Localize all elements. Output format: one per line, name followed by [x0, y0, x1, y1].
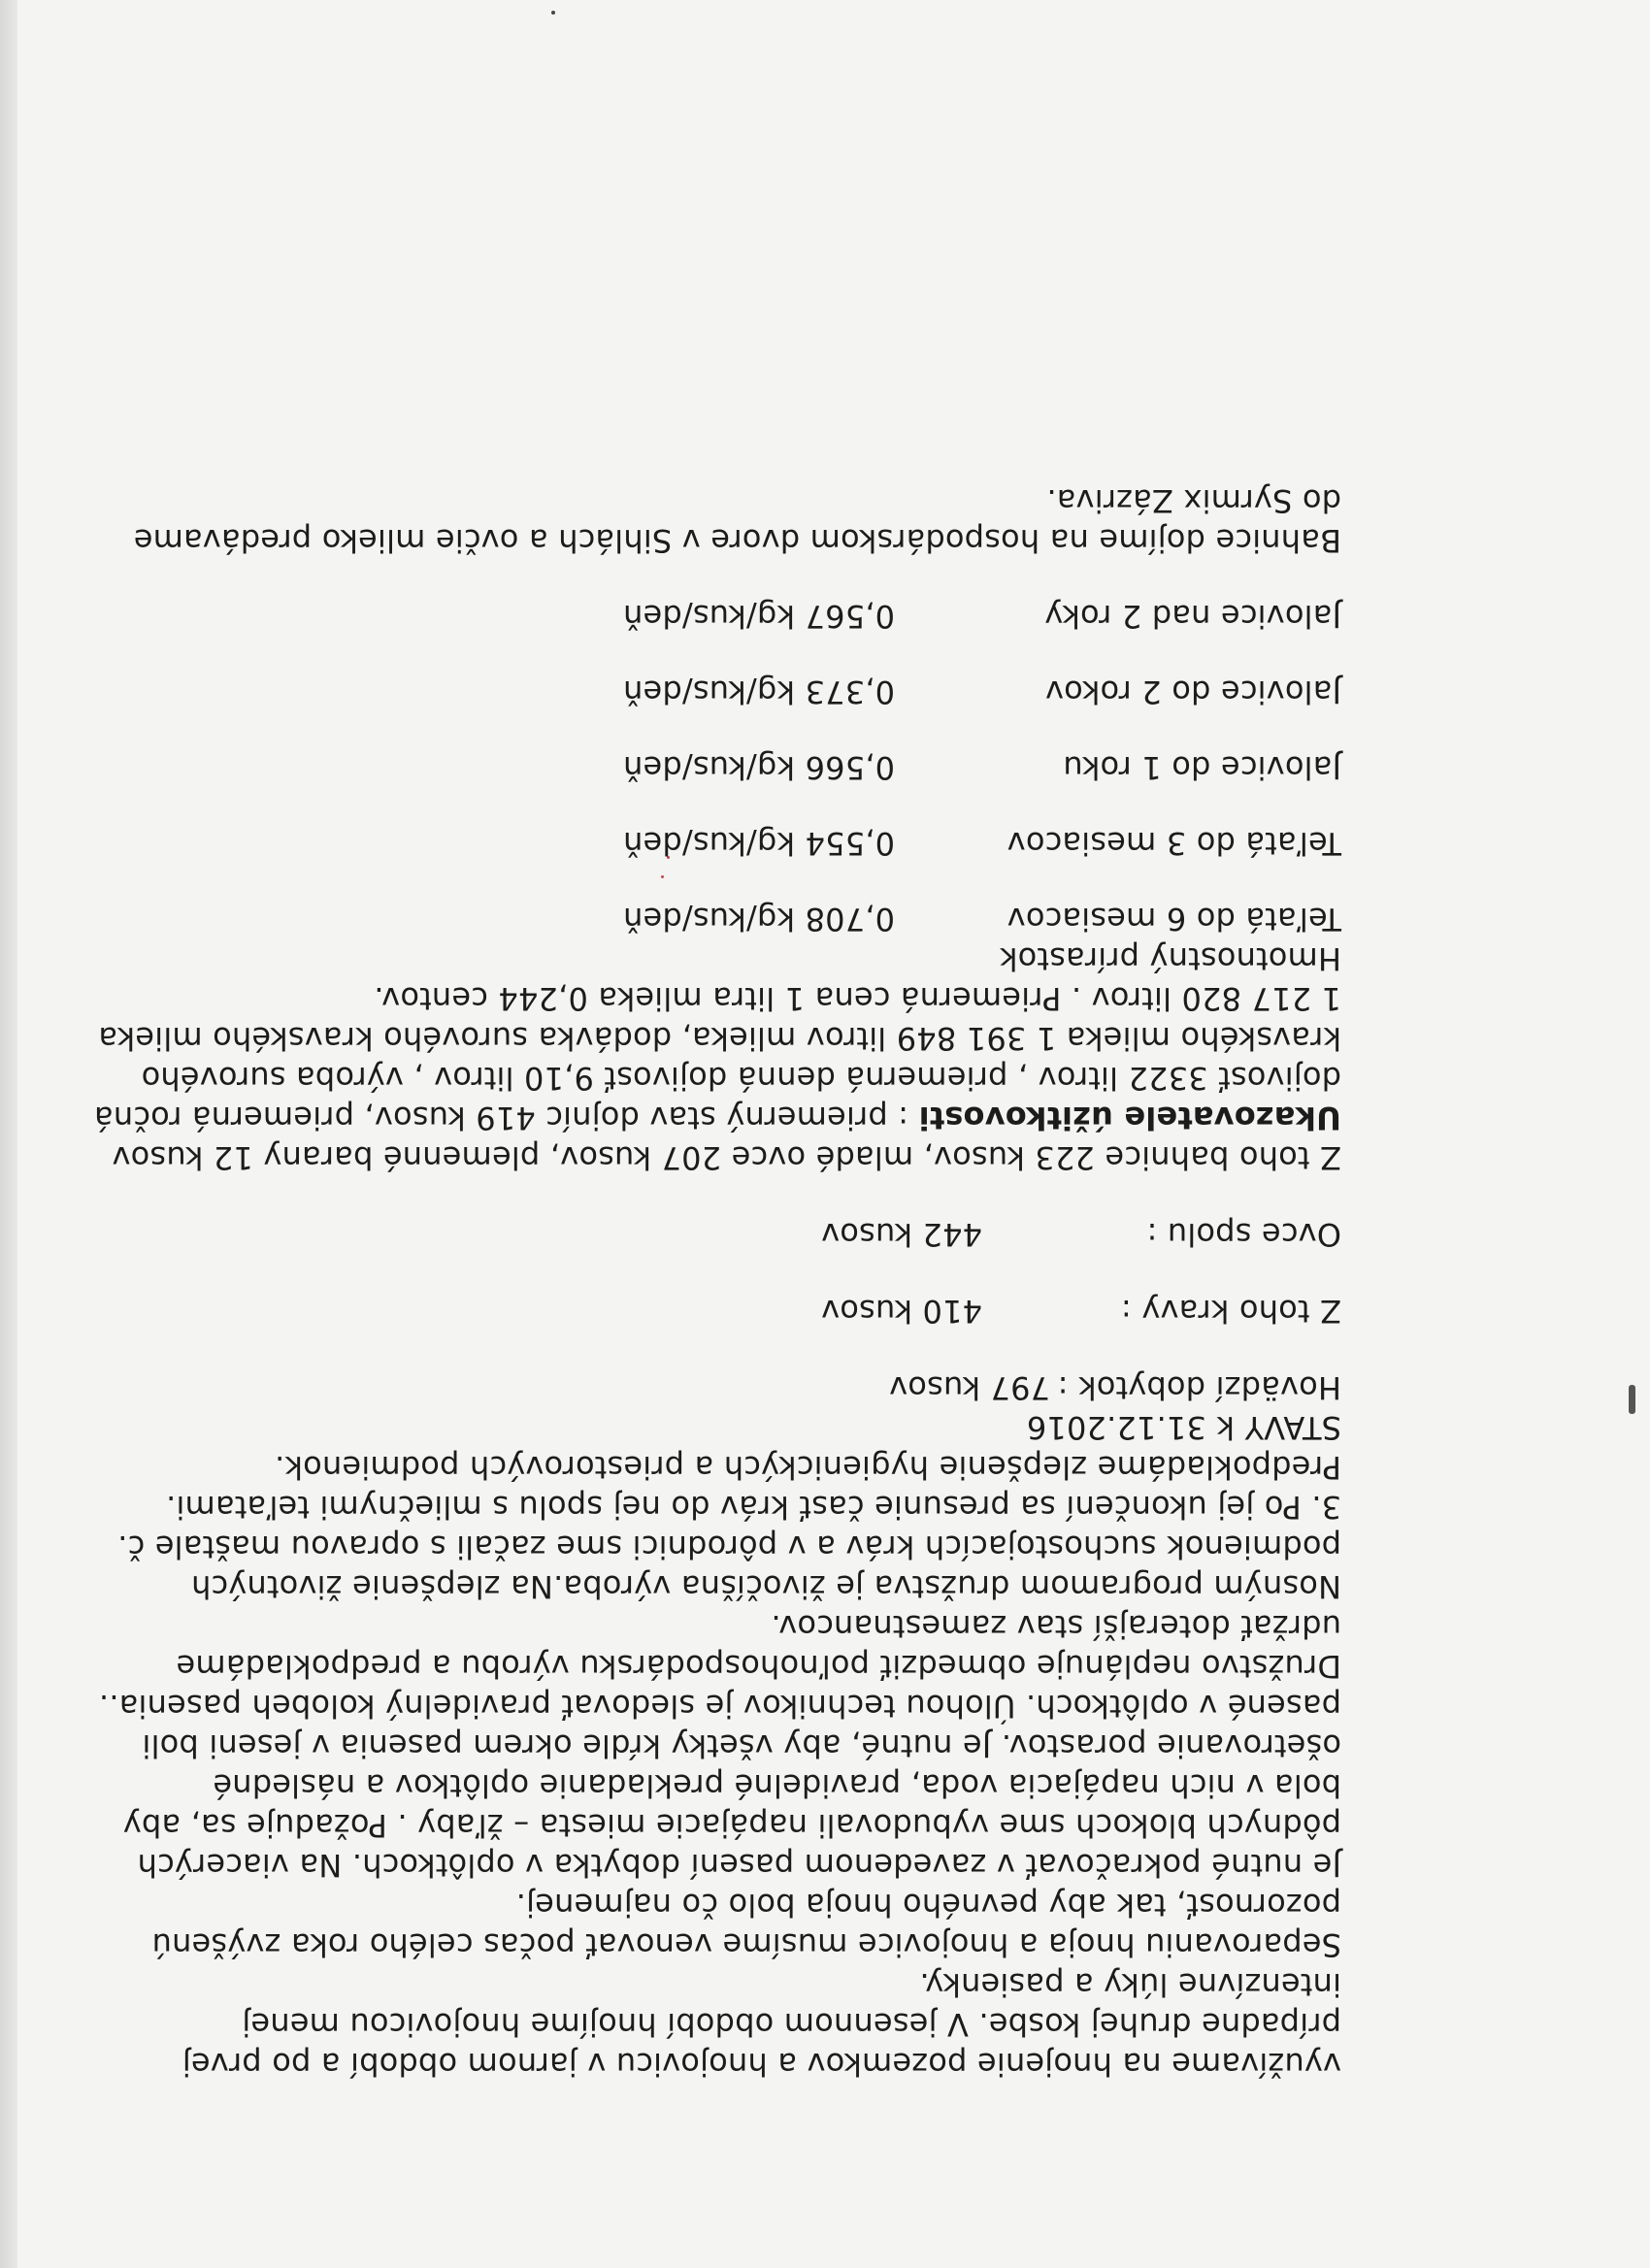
stavy-label: Z toho kravy :: [1120, 1293, 1341, 1330]
prirastok-value: 0,566 kg/kus/deň: [622, 749, 895, 786]
prirastok-label: Teľatá do 6 mesiacov: [1006, 901, 1341, 937]
prirastok-label: Jalovice do 1 roku: [1063, 749, 1341, 786]
prirastok-label: Jalovice do 2 rokov: [1044, 674, 1341, 710]
stavy-value: 797 kusov: [888, 1369, 1050, 1406]
paragraph: Družstvo neplánuje obmedziť poľnohospodársku výrobu a predpokladáme udržať doterajší stav zamestnancov.: [176, 1608, 1341, 1685]
prirastok-value: 0,373 kg/kus/deň: [622, 674, 895, 710]
prirastok-row: [89, 672, 1341, 711]
prirastok-heading: Hmotnostný prírastok: [999, 940, 1341, 977]
document-body: [89, 480, 1341, 2084]
page-edge-shadow: [0, 0, 17, 2268]
ukazovatele-text: : priemerný stav dojníc 419 kusov, priemerná ročná dojivosť 3322 litrov , priemerná denná dojivosť 9,10 litrov , výroba surového kravského mlieka 1 391 849 litrov mlieka, dodávka surového kravského mlieka 1 217 820 litrov . Priemerná cena 1 litra mlieka 0,244 centov.: [93, 980, 1341, 1136]
prirastok-value: 0,708 kg/kus/deň: [622, 901, 895, 937]
stavy-row: [89, 1291, 1341, 1331]
paragraph: Je nutné pokračovať v zavedenom pasení dobytka v oplôtkoch. Na viacerých pôdnych blokoch sme vybudovali napájacie miesta – žľaby . Požaduje sa, aby bola v nich napájacia voda, pravidelné prekladanie oplôtkov a následné ošetrovanie porastov. Je nutné, aby všetky kŕdle okrem pasenia v jeseni boli pasené v oplôtkoch. Úlohou technikov je sledovať pravidelný kolobeh pasenia..: [98, 1688, 1341, 1884]
prirastok-row: [89, 823, 1341, 863]
prirastok-value: 0,554 kg/kus/deň: [622, 825, 895, 862]
stavy-heading: STAVY k 31.12.2016: [1026, 1409, 1341, 1446]
closing-paragraph: Bahnice dojíme na hospodárskom dvore v Sihlách a ovčie mlieko predávame do Syrmix Zázriva.: [133, 482, 1341, 559]
stavy-value: 442 kusov: [820, 1216, 982, 1253]
binding-mark: [1629, 1385, 1635, 1414]
scan-dust: [551, 11, 555, 15]
stavy-value: 410 kusov: [820, 1293, 982, 1330]
ukazovatele-label: Ukazovatele úžitkovosti: [918, 1100, 1341, 1136]
prirastok-label: Teľatá do 3 mesiacov: [1006, 825, 1341, 862]
prirastok-value: 0,567 kg/kus/deň: [622, 598, 895, 635]
paragraph: využívame na hnojenie pozemkov a hnojovicu v jarnom období a po prvej prípadne druhej kosbe. V jesennom období hnojíme hnojovicou menej intenzívne lúky a pasienky.: [182, 1966, 1341, 2083]
prirastok-row: [89, 596, 1341, 636]
stavy-row: [89, 1214, 1341, 1254]
stavy-label: Hovädzí dobytok :: [1057, 1369, 1341, 1406]
ovce-detail: Z toho bahnice 223 kusov, mladé ovce 207 kusov, plemenné barany 12 kusov: [112, 1139, 1341, 1176]
ukazovatele-paragraph: [89, 978, 1341, 1137]
stavy-label: Ovce spolu :: [1146, 1216, 1341, 1253]
paragraph: Nosným programom družstva je živočíšna výroba.Na zlepšenie životných podmienok suchostojacích kráv a v pôrodnici sme začali s opravou maštale č. 3. Po jej ukončení sa presunie časť kráv do nej spolu s mliečnymi teľatami. Predpokladáme zlepšenie hygienických a priestorových podmienok.: [117, 1449, 1341, 1605]
prirastok-label: Jalovice nad 2 roky: [1044, 598, 1341, 635]
prirastok-row: [89, 747, 1341, 787]
paragraph: Separovaniu hnoja a hnojovice musíme venovať počas celého roka zvýšenú pozornosť, tak aby pevného hnoja bolo čo najmenej.: [151, 1887, 1341, 1963]
stavy-row: [89, 1367, 1341, 1407]
prirastok-row: [89, 899, 1341, 938]
